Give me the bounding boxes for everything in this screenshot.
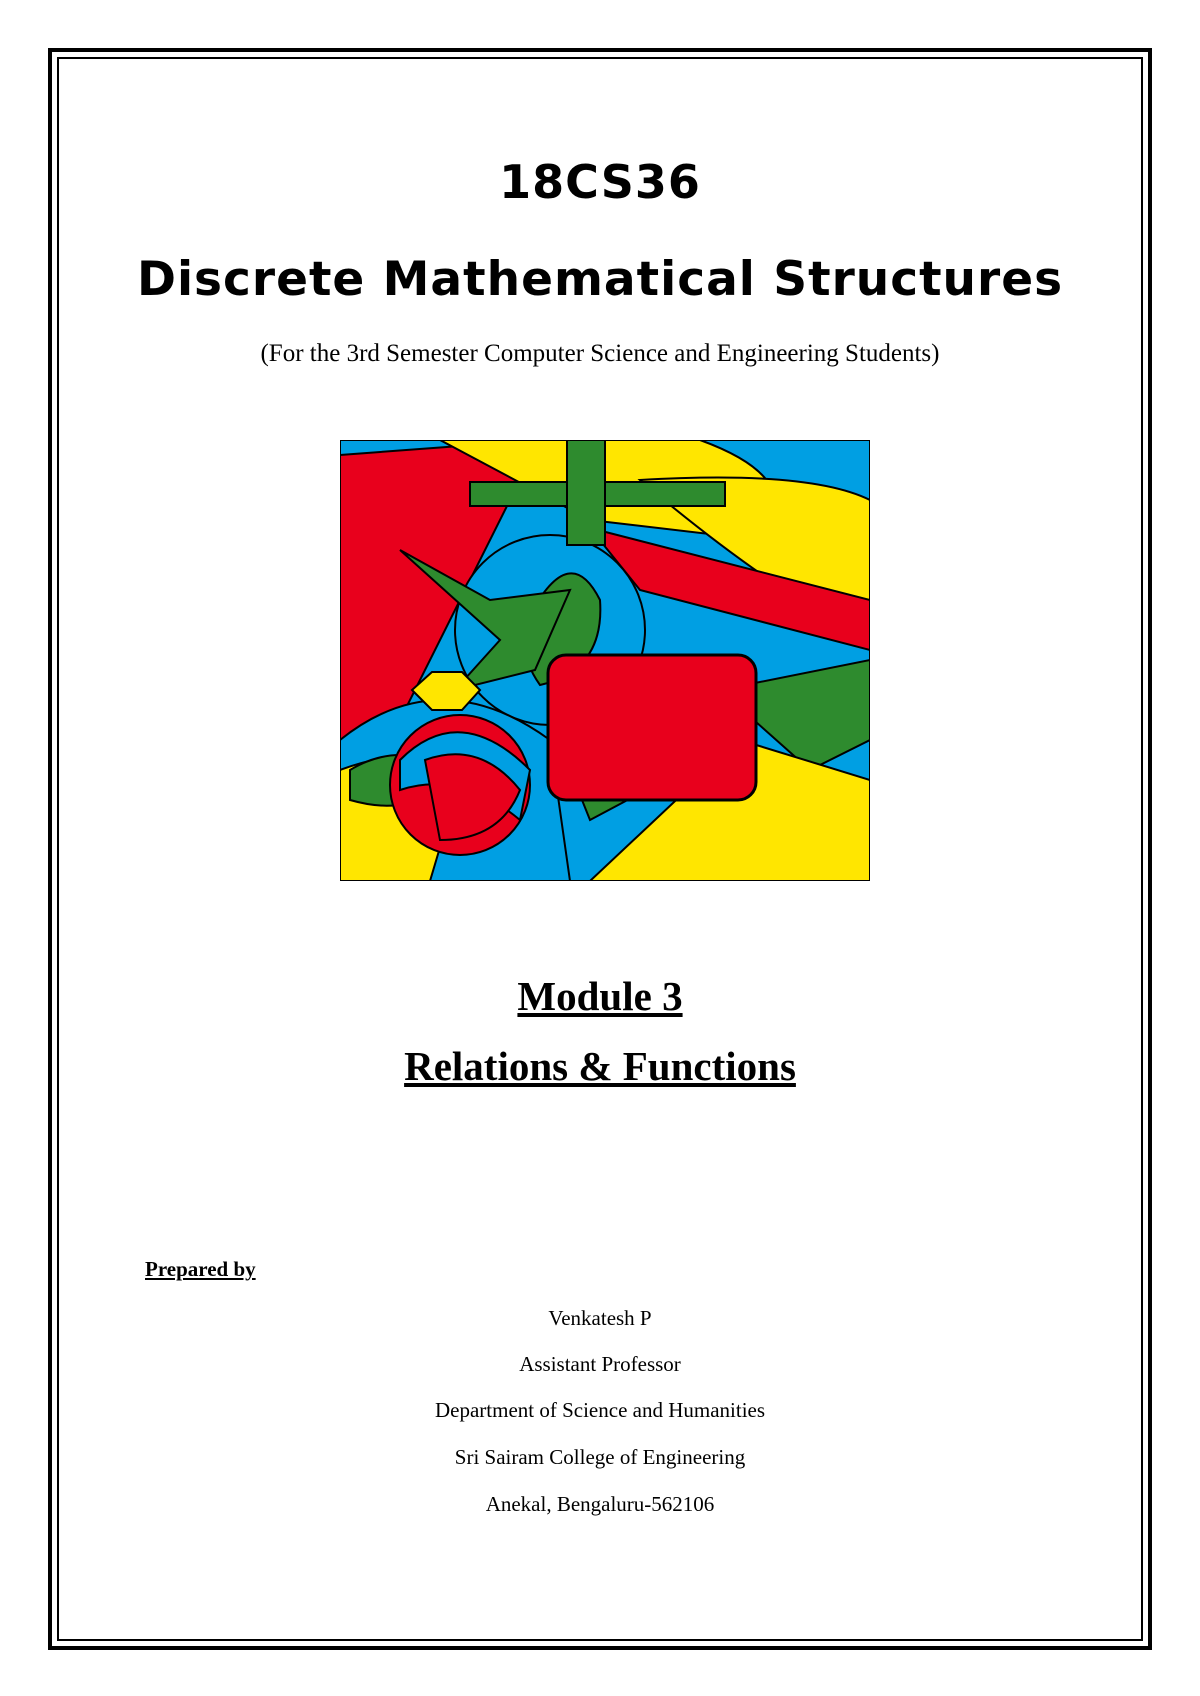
author-department: Department of Science and Humanities [434, 1398, 766, 1422]
prepared-by-label: Prepared by [145, 1257, 256, 1281]
course-code: 18CS36 [499, 155, 701, 209]
author-name: Venkatesh P [548, 1306, 652, 1330]
author-address: Anekal, Bengaluru-562106 [485, 1492, 715, 1516]
author-designation: Assistant Professor [519, 1352, 681, 1376]
cover-artwork [340, 440, 870, 881]
author-college: Sri Sairam College of Engineering [454, 1445, 746, 1469]
course-audience: (For the 3rd Semester Computer Science and Engineering Students) [260, 340, 940, 367]
module-number: Module 3 [517, 973, 683, 1019]
course-title: Discrete Mathematical Structures [136, 252, 1064, 307]
module-topic: Relations & Functions [404, 1043, 796, 1089]
